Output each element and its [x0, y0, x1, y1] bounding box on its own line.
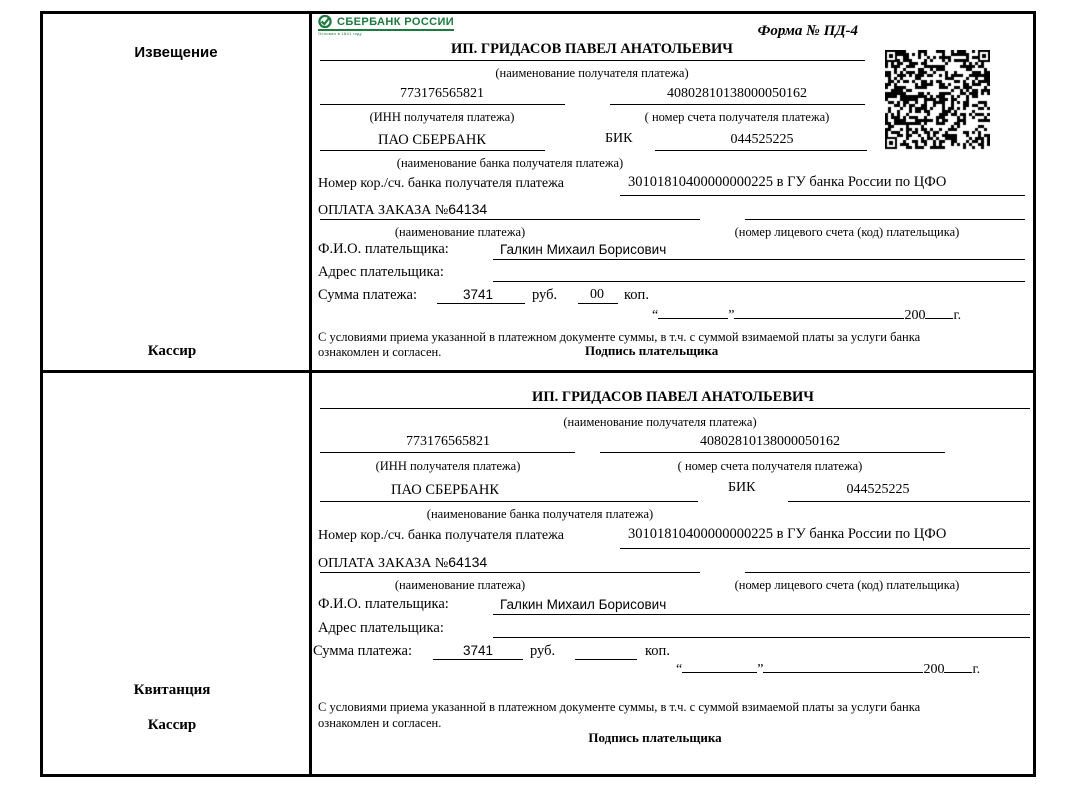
line: [620, 195, 1025, 196]
line: [788, 501, 1030, 502]
payment-name: [318, 201, 487, 219]
line: [493, 259, 1025, 260]
rub-label: руб.: [530, 643, 556, 659]
sum-kop-value: 00: [590, 287, 604, 302]
line: [320, 219, 700, 220]
caption-personal-account: (номер лицевого счета (код) плательщика): [734, 225, 960, 239]
line: [320, 452, 575, 453]
caption-inn: (ИНН получателя платежа): [375, 459, 521, 473]
sum-rub-value: 3741: [462, 287, 494, 302]
payment-name: [318, 554, 487, 572]
open-quote: “: [676, 662, 683, 677]
recipient-inn: 773176565821: [406, 434, 490, 449]
caption-bank-name: (наименование банка получателя платежа): [396, 156, 624, 170]
bik-value: 044525225: [730, 132, 794, 147]
line: [320, 60, 865, 61]
line: [578, 303, 618, 304]
sum-rub-value: 3741: [462, 643, 494, 658]
year-suffix: г.: [972, 662, 981, 677]
recipient-bank-name: ПАО СБЕРБАНК: [378, 132, 486, 148]
recipient-name: ИП. ГРИДАСОВ ПАВЕЛ АНАТОЛЬЕВИЧ: [451, 41, 733, 57]
payment-name-prefix: ОПЛАТА ЗАКАЗА №: [318, 556, 449, 571]
recipient-inn: 773176565821: [400, 86, 484, 101]
agreement-line1: С условиями приема указанной в платежном документе суммы, в т.ч. с суммой взимаемой платы за услуги банка: [318, 700, 921, 714]
caption-recipient-name: (наименование получателя платежа): [563, 415, 757, 429]
address-label: Адрес плательщика:: [318, 620, 444, 636]
bik-value: 044525225: [846, 482, 910, 497]
date-line: [652, 308, 961, 324]
qr-code: [885, 50, 990, 150]
sum-label: Сумма платежа:: [318, 287, 417, 303]
line: [610, 104, 865, 105]
open-quote: “: [652, 308, 659, 323]
caption-personal-account: (номер лицевого счета (код) плательщика): [734, 578, 960, 592]
sum-label: Сумма платежа:: [313, 643, 412, 659]
date-line: [676, 662, 980, 678]
bik-label: БИК: [728, 480, 756, 495]
caption-payment-name: (наименование платежа): [394, 225, 526, 239]
caption-recipient-name: (наименование получателя платежа): [495, 66, 689, 80]
caption-bank-name: (наименование банка получателя платежа): [426, 507, 654, 521]
year-prefix: 200: [904, 308, 926, 323]
fio-label: Ф.И.О. плательщика:: [318, 596, 449, 612]
notice-cashier-label: Кассир: [147, 343, 197, 359]
payment-name-prefix: ОПЛАТА ЗАКАЗА №: [318, 203, 449, 218]
line: [600, 452, 945, 453]
line: [437, 303, 525, 304]
recipient-bank-name: ПАО СБЕРБАНК: [391, 482, 499, 498]
order-number: 64134: [448, 201, 488, 217]
caption-payment-name: (наименование платежа): [394, 578, 526, 592]
line: [493, 614, 1030, 615]
receipt-side-label: Квитанция: [133, 682, 211, 698]
order-number: 64134: [448, 554, 488, 570]
bank-logo-name: СБЕРБАНК РОССИИ: [337, 15, 455, 28]
year-suffix: г.: [953, 308, 962, 323]
close-quote: ”: [728, 308, 735, 323]
corr-label: Номер кор./сч. банка получателя платежа: [318, 176, 564, 191]
fio-label: Ф.И.О. плательщика:: [318, 241, 449, 257]
fio-value: Галкин Михаил Борисович: [500, 597, 667, 612]
line: [493, 637, 1030, 638]
recipient-name: ИП. ГРИДАСОВ ПАВЕЛ АНАТОЛЬЕВИЧ: [532, 389, 814, 405]
agreement-line2: ознакомлен и согласен.: [318, 716, 442, 730]
line: [745, 572, 1030, 573]
bank-logo-tagline: Основан в 1841 году: [318, 31, 362, 36]
agreement-line1: С условиями приема указанной в платежном документе суммы, в т.ч. с суммой взимаемой платы за услуги банка: [318, 330, 921, 344]
rub-label: руб.: [532, 287, 558, 303]
address-label: Адрес плательщика:: [318, 264, 444, 280]
year-prefix: 200: [923, 662, 945, 677]
sberbank-emblem-icon: [318, 15, 333, 28]
line: [655, 150, 867, 151]
signature-label: Подпись плательщика: [585, 343, 719, 358]
caption-account: ( номер счета получателя платежа): [644, 110, 830, 124]
signature-label: Подпись плательщика: [588, 730, 722, 745]
kop-label: коп.: [645, 643, 670, 659]
line: [320, 150, 545, 151]
corr-account: 30101810400000000225 в ГУ банка России по ЦФО: [628, 174, 947, 190]
recipient-account: 40802810138000050162: [700, 434, 840, 449]
sberbank-logo: [318, 15, 454, 36]
line: [320, 104, 565, 105]
line: [433, 659, 523, 660]
line: [320, 501, 698, 502]
horizontal-divider: [40, 370, 1033, 373]
corr-account: 30101810400000000225 в ГУ банка России по ЦФО: [628, 526, 947, 542]
caption-account: ( номер счета получателя платежа): [677, 459, 863, 473]
line: [620, 548, 1030, 549]
close-quote: ”: [757, 662, 764, 677]
line: [320, 408, 1030, 409]
caption-inn: (ИНН получателя платежа): [369, 110, 515, 124]
agreement-line2: ознакомлен и согласен.: [318, 345, 442, 359]
corr-label: Номер кор./сч. банка получателя платежа: [318, 528, 564, 543]
vertical-divider: [309, 11, 312, 774]
fio-value: Галкин Михаил Борисович: [500, 242, 667, 257]
line: [575, 659, 637, 660]
kop-label: коп.: [624, 287, 649, 303]
bik-label: БИК: [605, 131, 633, 146]
recipient-account: 40802810138000050162: [667, 86, 807, 101]
form-code: Форма № ПД-4: [757, 23, 858, 39]
line: [320, 572, 700, 573]
line: [493, 281, 1025, 282]
line: [745, 219, 1025, 220]
receipt-cashier-label: Кассир: [147, 717, 197, 733]
notice-side-label: Извещение: [134, 44, 218, 61]
